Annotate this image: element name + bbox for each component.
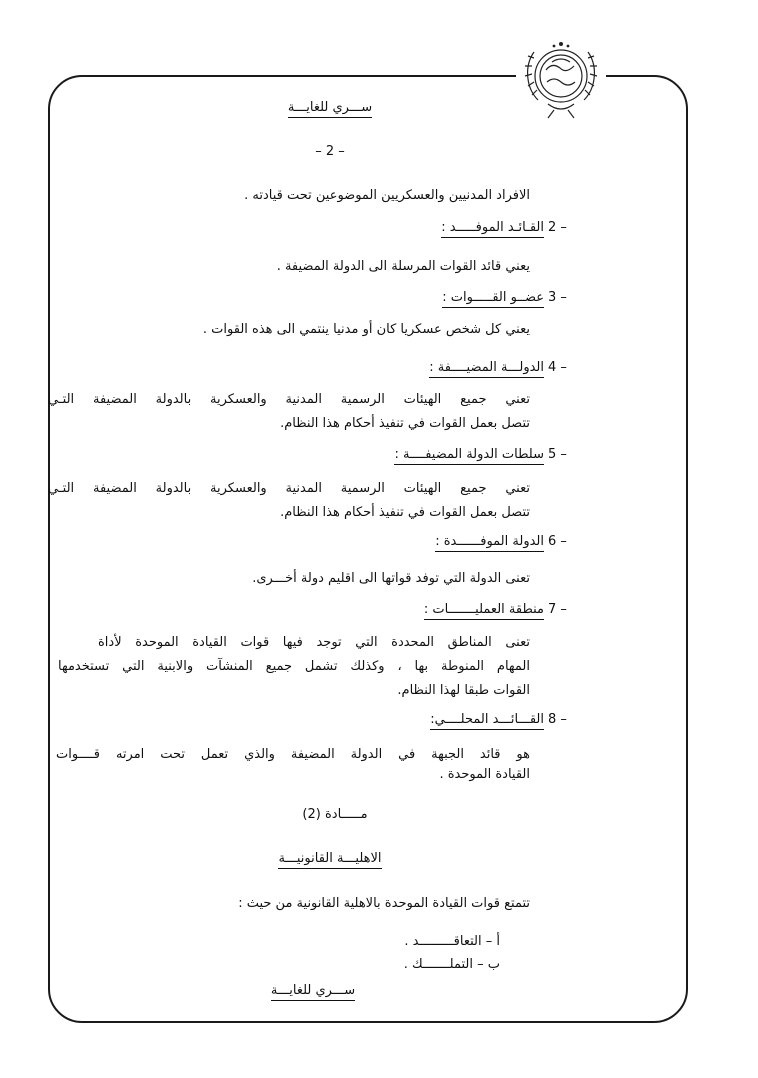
definition-text: يعني قائد القوات المرسلة الى الدولة المضيفة . [276,259,530,274]
definition-text: القيادة الموحدة . [439,767,530,782]
definition-term: عضــو القـــــوات : [442,289,544,307]
definition-term: الدولة الموفــــــدة : [435,533,544,551]
definition-number: 7 – [548,602,567,617]
definition-number: 5 – [548,447,567,462]
definition-term: القـائـد الموفـــــد : [441,219,544,237]
definition-term: القـــائـــد المحلــــي: [430,711,544,729]
definition-text: تعنى الدولة التي توفد قواتها الى اقليم دولة أخـــرى. [252,571,530,586]
definition-text: المهام المنوطة بها ، وكذلك تشمل جميع المنشآت والابنية التي تستخدمها [58,659,530,674]
intro-line: الافراد المدنيين والعسكريين الموضوعين تحت قيادته . [244,188,530,203]
definition-text: تتصل بعمل القوات في تنفيذ أحكام هذا النظام. [280,505,530,520]
top-classification: ســـري للغايـــة [276,99,384,117]
definition-text: هو قائد الجبهة في الدولة المضيفة والذي تعمل تحت امرته قــــوات [56,747,530,762]
definition-number: 2 – [548,220,567,235]
definition-number: 6 – [548,534,567,549]
definition-term: منطقة العمليـــــــات : [424,601,544,619]
definition-number: 3 – [548,290,567,305]
definition-text: يعني كل شخص عسكريا كان أو مدنيا ينتمي الى هذه القوات . [202,322,530,337]
article-subtitle: الاهليـــة القانونيـــة [250,850,410,868]
article-title: مـــــادة (2) [302,807,368,822]
article-item: أ – التعاقـــــــــد . [404,934,500,949]
page-border [48,75,688,1023]
definition-text: تعني جميع الهيئات الرسمية المدنية والعسكرية بالدولة المضيفة التـي [48,392,530,407]
article-intro: تتمتع قوات القيادة الموحدة بالاهلية القانونية من حيث : [238,896,530,911]
definition-text: تعنى المناطق المحددة التي توجد فيها قوات القيادة الموحدة لأداة [98,635,530,650]
page-number: – 2 – [315,144,345,159]
article-item: ب – التملـــــــك . [403,957,500,972]
definition-term: سلطات الدولة المضيفــــة : [394,446,544,464]
arab-league-emblem [516,30,606,130]
definition-term: الدولـــة المضيــــفة : [429,359,544,377]
definition-text: تتصل بعمل القوات في تنفيذ أحكام هذا النظام. [280,416,530,431]
definition-text: تعني جميع الهيئات الرسمية المدنية والعسكرية بالدولة المضيفة التـي [48,481,530,496]
bottom-classification: ســـري للغايـــة [258,982,368,1000]
definition-number: 4 – [548,360,567,375]
definition-text: القوات طبقا لهذا النظام. [397,683,530,698]
definition-number: 8 – [548,712,567,727]
